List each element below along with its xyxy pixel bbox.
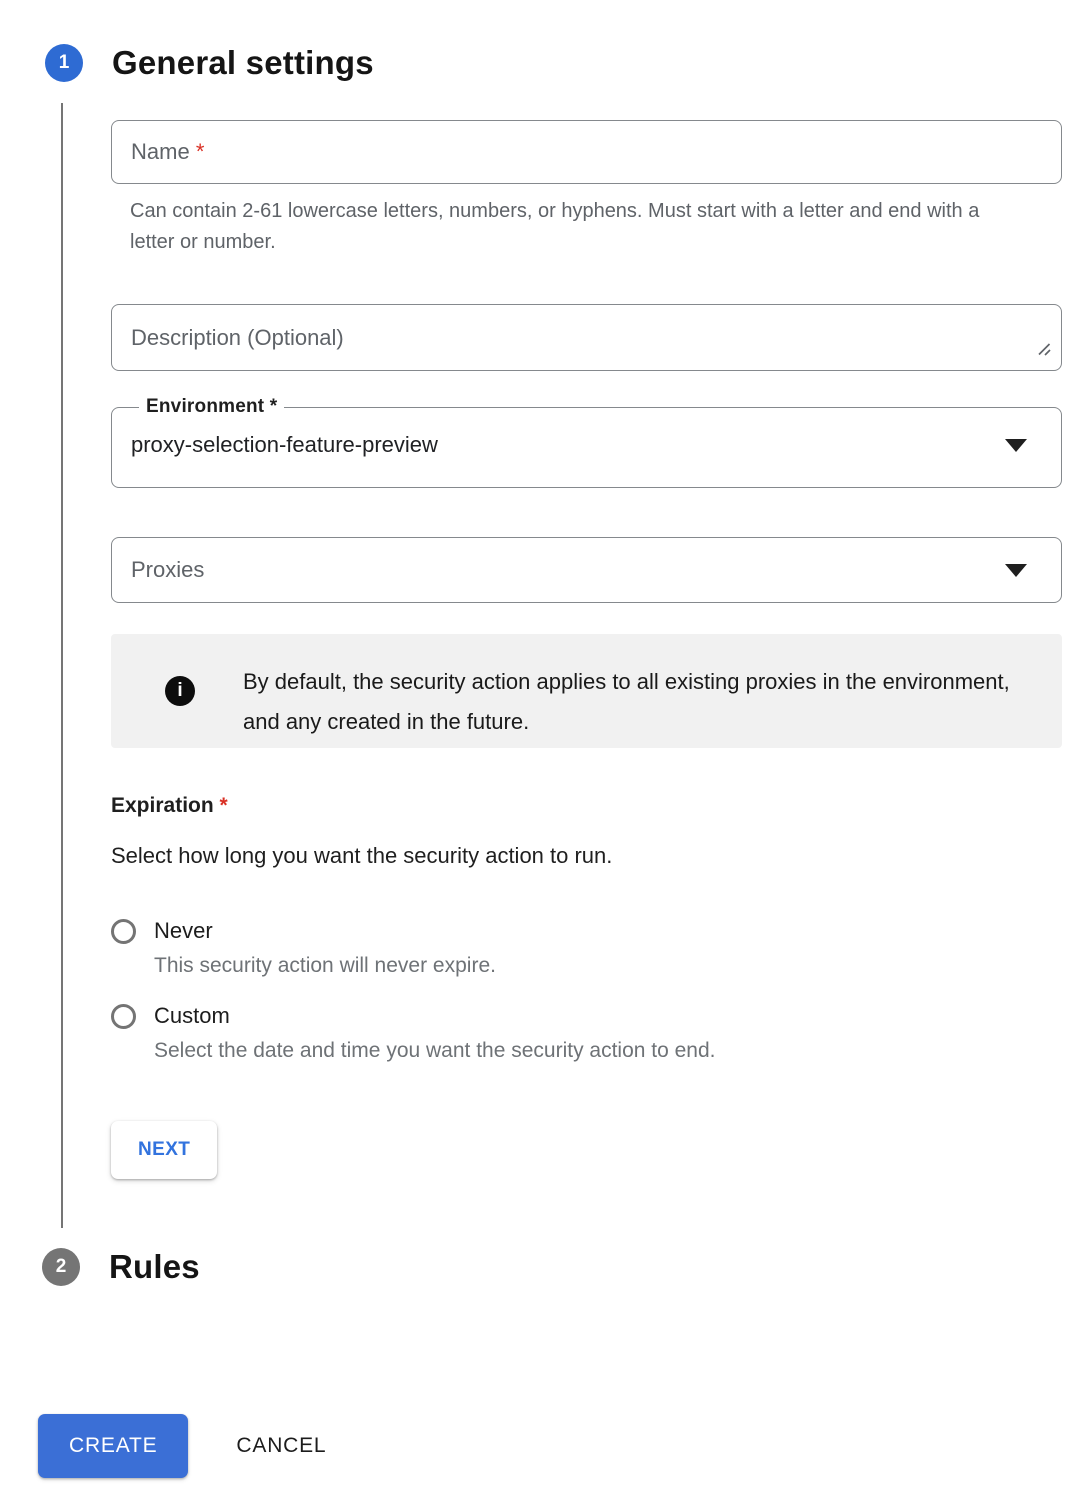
next-button[interactable]: NEXT (111, 1121, 217, 1179)
radio-label-custom: Custom (154, 1003, 230, 1028)
chevron-down-icon (1005, 564, 1027, 577)
radio-button-never[interactable] (111, 919, 136, 944)
resize-handle-icon[interactable] (1036, 341, 1053, 363)
cancel-button[interactable]: CANCEL (236, 1434, 327, 1457)
name-helper-text: Can contain 2-61 lowercase letters, numbers, or hyphens. Must start with a letter and end with a letter or number. (130, 200, 980, 253)
radio-label-never: Never (154, 918, 213, 943)
name-placeholder-text: Name (131, 139, 190, 164)
expiration-description: Select how long you want the security action to run. (111, 843, 613, 868)
radio-description-never: This security action will never expire. (154, 954, 496, 977)
step-2-badge: 2 (42, 1248, 80, 1286)
step-title-rules: Rules (109, 1248, 200, 1285)
step-title-general-settings: General settings (112, 44, 374, 81)
radio-description-custom: Select the date and time you want the security action to end. (154, 1039, 716, 1062)
environment-select[interactable] (111, 396, 1062, 488)
name-placeholder (131, 139, 204, 165)
expiration-required-asterisk: * (219, 794, 228, 817)
radio-option-custom[interactable] (111, 1003, 1062, 1063)
name-field[interactable] (111, 120, 1062, 184)
expiration-label (111, 794, 228, 818)
info-icon: i (165, 676, 195, 706)
radio-texts-custom (154, 1003, 716, 1063)
proxies-placeholder-text: Proxies (131, 557, 205, 582)
info-banner-text: By default, the security action applies to all existing proxies in the environment, and any created in the future. (243, 669, 1010, 734)
expiration-radio-group (111, 918, 1062, 1063)
description-placeholder-text: Description (Optional) (131, 325, 344, 350)
expiration-label-text: Expiration (111, 794, 214, 817)
description-field[interactable] (111, 304, 1062, 371)
environment-label: Environment * (146, 396, 278, 417)
name-required-asterisk: * (195, 139, 205, 164)
radio-button-custom[interactable] (111, 1004, 136, 1029)
stepper-connector-line (61, 103, 63, 1228)
radio-option-never[interactable] (111, 918, 1062, 978)
footer-actions (38, 1414, 326, 1478)
radio-texts-never (154, 918, 496, 978)
step-header-rules (42, 1248, 200, 1286)
environment-selected-value: proxy-selection-feature-preview (131, 432, 438, 457)
create-button[interactable]: CREATE (38, 1414, 188, 1478)
environment-select-row (131, 419, 1041, 471)
info-banner (111, 634, 1062, 748)
step-1-badge: 1 (45, 44, 83, 82)
chevron-down-icon (1005, 439, 1027, 452)
step-header-general-settings (45, 44, 374, 82)
proxies-select[interactable] (111, 537, 1062, 603)
